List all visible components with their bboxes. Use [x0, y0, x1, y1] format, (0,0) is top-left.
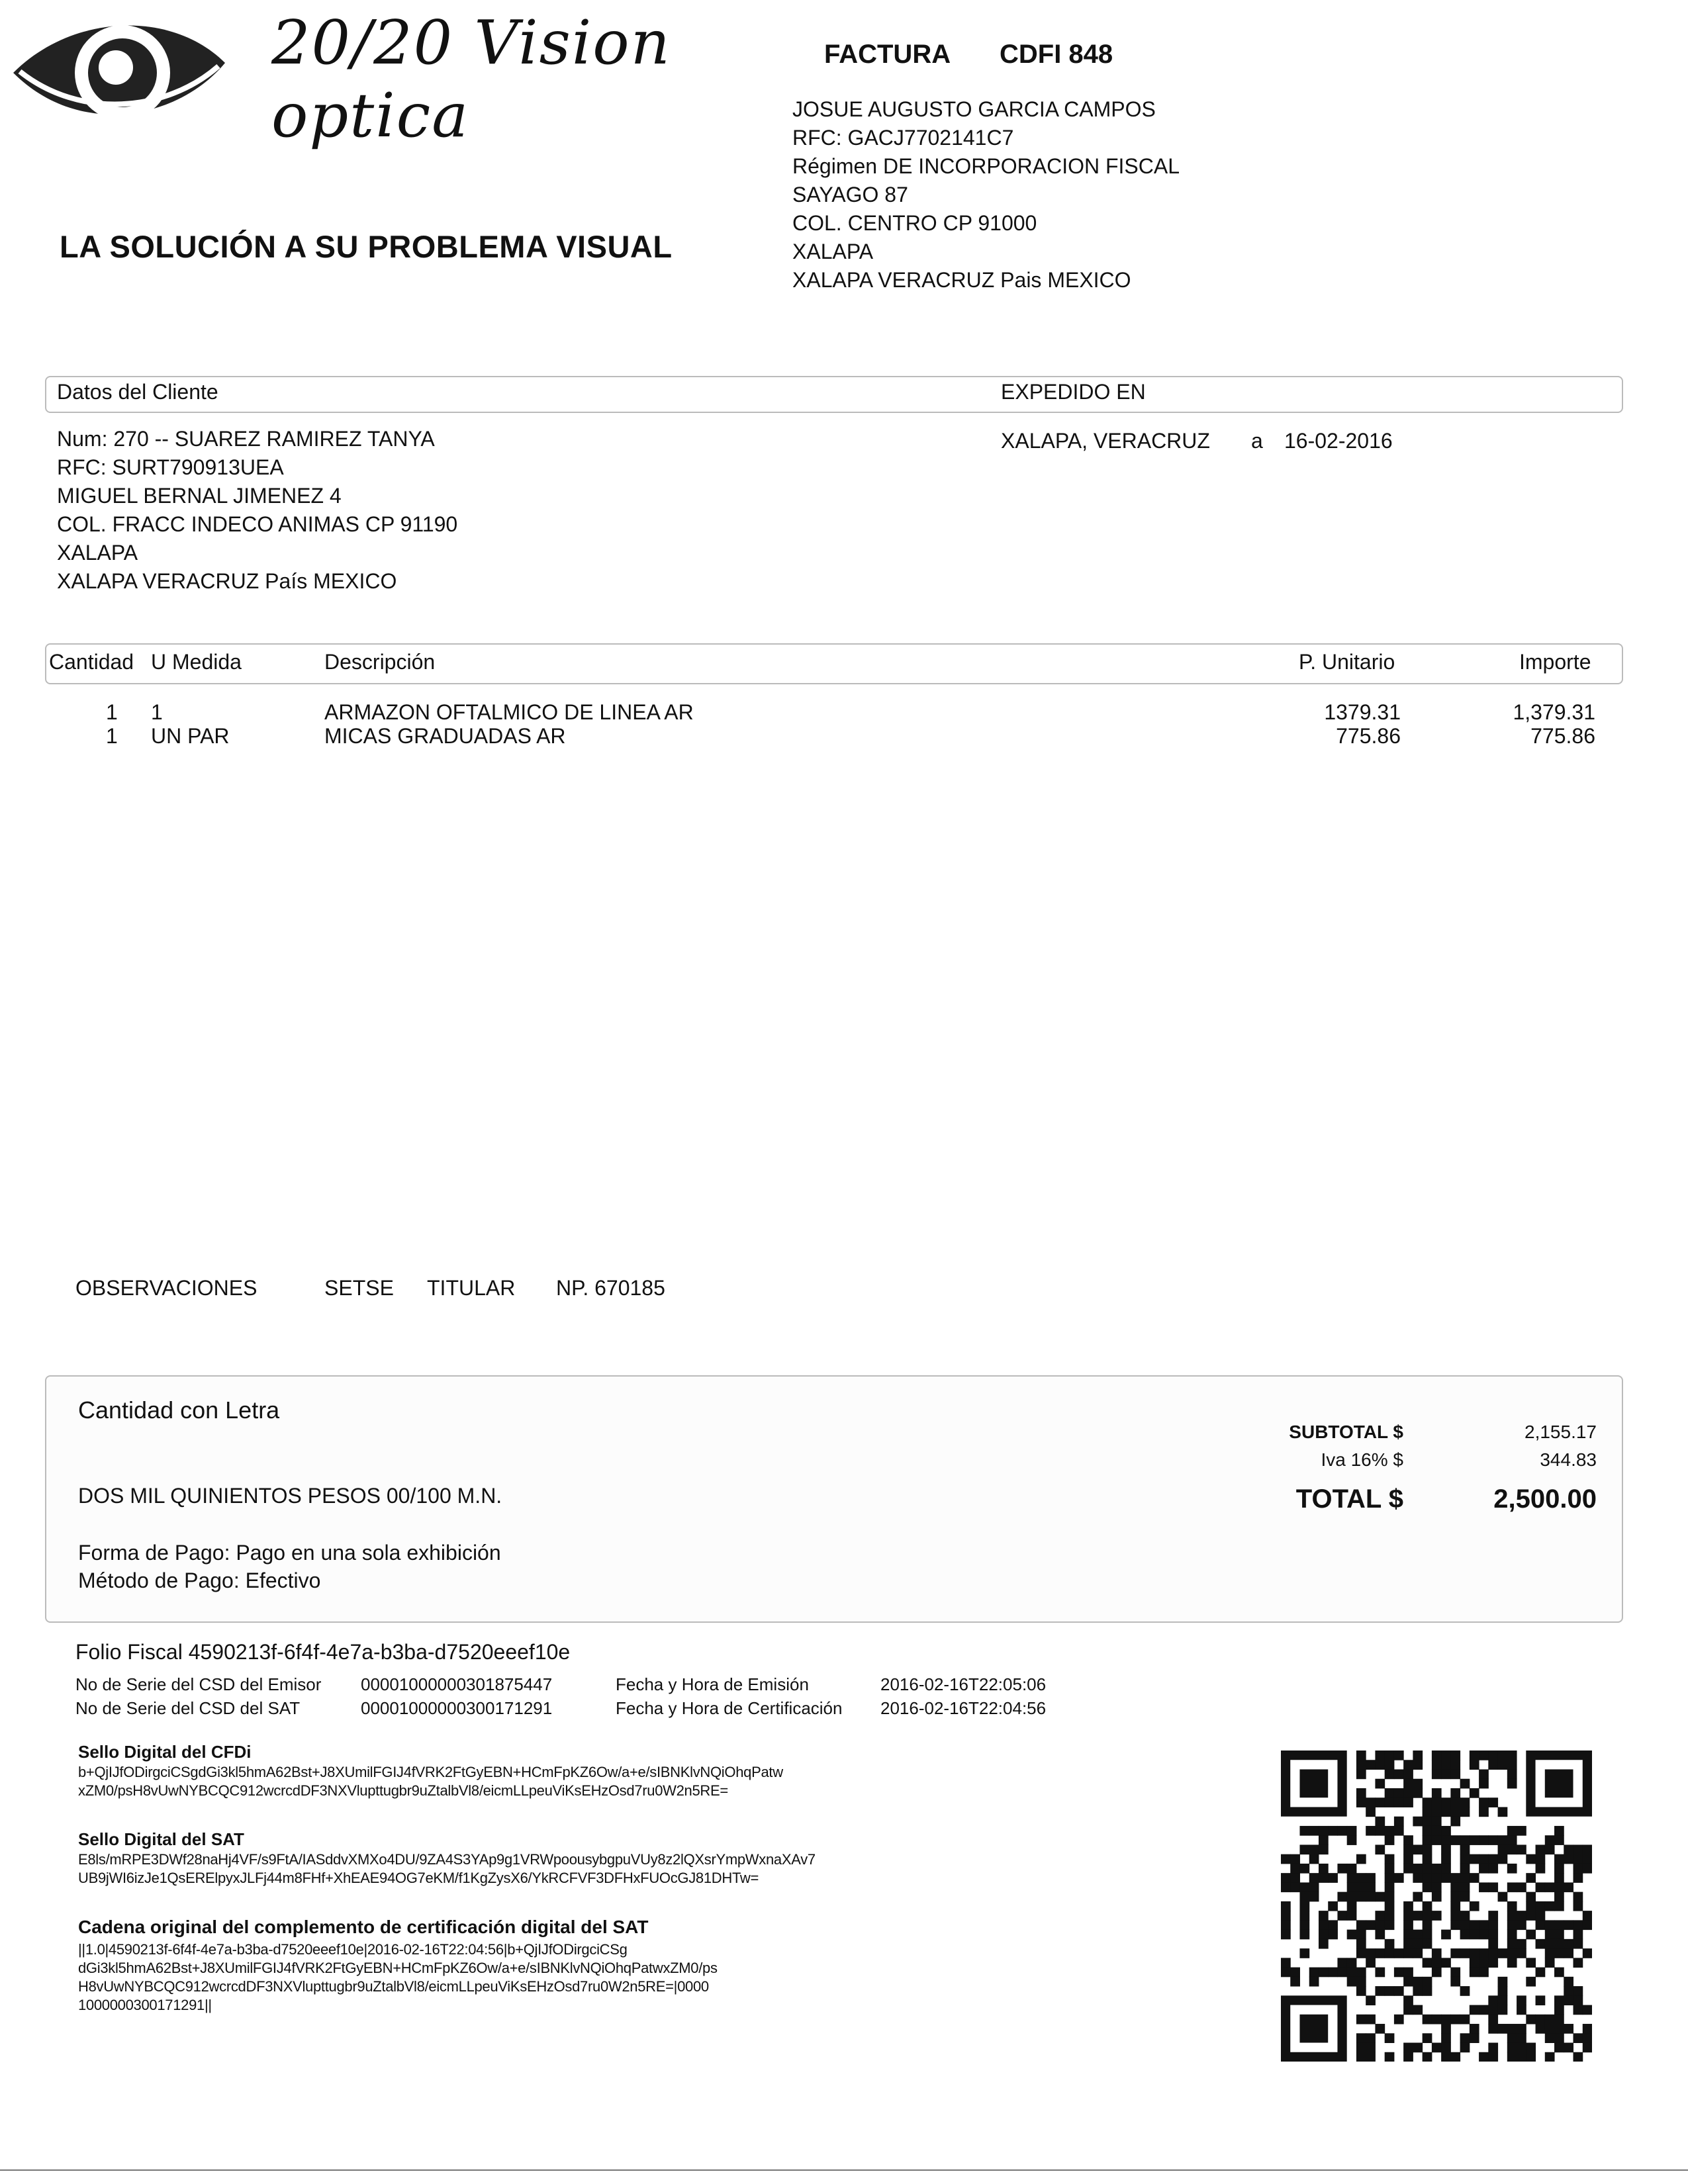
col-importe: Importe [1519, 650, 1591, 674]
row-unitario: 775.86 [1336, 724, 1401, 748]
col-descripcion: Descripción [324, 650, 436, 674]
cadena-line: ||1.0|4590213f-6f4f-4e7a-b3ba-d7520eeef10e|2016-02-16T22:04:56|b+QjIJfODirgciCSg [78, 1941, 628, 1958]
cadena-line: H8vUwNYBCQC912wcrcdDF3NXVlupttugbr9uZtalbVl8/eicmLLpeuViKsEHzOsd7ru0W2n5RE=|0000 [78, 1978, 709, 1995]
col-cantidad: Cantidad [49, 650, 134, 674]
issuer-line: JOSUE AUGUSTO GARCIA CAMPOS [792, 97, 1156, 121]
emision-label: Fecha y Hora de Emisión [616, 1674, 809, 1694]
sello-sat [78, 1850, 816, 1888]
total-label: TOTAL $ [1295, 1484, 1403, 1514]
client-line: Num: 270 -- SUAREZ RAMIREZ TANYA [57, 427, 435, 451]
sello-sat-line: E8ls/mRPE3DWf28naHj4VF/s9FtA/IASddvXMXo4DU/9ZA4S3YAp9g1VRWpoousybgpuVUy8z2lQXsrYmpWxnaXAv7 [78, 1851, 816, 1868]
folio-fiscal: Folio Fiscal 4590213f-6f4f-4e7a-b3ba-d7520eeef10e [75, 1640, 571, 1664]
iva-label: Iva 16% $ [1321, 1449, 1403, 1470]
expedido-place: XALAPA, VERACRUZ [1001, 429, 1210, 453]
subtotal-value: 2,155.17 [1524, 1422, 1597, 1442]
cantidad-letra-label: Cantidad con Letra [78, 1396, 280, 1424]
certificacion: 2016-02-16T22:04:56 [880, 1698, 1047, 1718]
row-unitario: 1379.31 [1324, 700, 1401, 724]
col-medida: U Medida [151, 650, 242, 674]
slogan: LA SOLUCIÓN A SU PROBLEMA VISUAL [60, 229, 673, 264]
client-line: MIGUEL BERNAL JIMENEZ 4 [57, 484, 342, 508]
expedido-date: 16-02-2016 [1284, 429, 1393, 453]
row-medida: 1 [151, 700, 163, 724]
emision: 2016-02-16T22:05:06 [880, 1674, 1047, 1694]
issuer-line: SAYAGO 87 [792, 183, 908, 206]
issuer-line: Régimen DE INCORPORACION FISCAL [792, 154, 1180, 178]
expedido-title: EXPEDIDO EN [1001, 380, 1146, 404]
qr-code-icon [1281, 1751, 1592, 2062]
client-line: XALAPA [57, 541, 138, 565]
brand-text: 20/20 Vision optica [271, 7, 671, 151]
row-cantidad: 1 [106, 700, 118, 724]
document-type: FACTURA [824, 40, 951, 69]
issuer-block [792, 95, 1180, 295]
csd-sat: 00001000000300171291 [361, 1698, 553, 1718]
certificacion-label: Fecha y Hora de Certificación [616, 1698, 843, 1718]
row-importe: 1,379.31 [1513, 700, 1595, 724]
issuer-line: XALAPA [792, 240, 874, 263]
row-descripcion: ARMAZON OFTALMICO DE LINEA AR [324, 700, 694, 724]
cantidad-letra: DOS MIL QUINIENTOS PESOS 00/100 M.N. [78, 1484, 502, 1508]
cadena-title: Cadena original del complemento de certificación digital del SAT [78, 1917, 649, 1937]
row-cantidad: 1 [106, 724, 118, 748]
sello-cfdi [78, 1763, 783, 1800]
sello-cfdi-line: b+QjIJfODirgciCSgdGi3kl5hmA62Bst+J8XUmilFGIJ4fVRK2FtGyEBN+HCmFpKZ6Ow/a+e/sIBNKlvNQiOhqPatw [78, 1764, 783, 1780]
client-line: COL. FRACC INDECO ANIMAS CP 91190 [57, 512, 458, 536]
csd-sat-label: No de Serie del CSD del SAT [75, 1698, 301, 1718]
observaciones-value: NP. 670185 [556, 1276, 665, 1300]
issuer-line: RFC: GACJ7702141C7 [792, 126, 1014, 150]
iva-value: 344.83 [1540, 1449, 1597, 1470]
csd-emisor-label: No de Serie del CSD del Emisor [75, 1674, 322, 1694]
expedido-a: a [1251, 429, 1263, 453]
observaciones-value: TITULAR [427, 1276, 516, 1300]
sello-sat-line: UB9jWI6izJe1QsERElpyxJLFj44m8FHf+XhEAE94OG7eKM/f1KgZysX6/YkRCFVF3DFHxFUOcGJ81DHTw= [78, 1870, 759, 1886]
invoice-folio: CDFI 848 [1000, 40, 1113, 69]
row-medida: UN PAR [151, 724, 230, 748]
table-row [0, 724, 1688, 751]
client-line: RFC: SURT790913UEA [57, 455, 284, 479]
company-logo [0, 0, 741, 225]
client-block [57, 425, 457, 596]
metodo-pago: Método de Pago: Efectivo [78, 1569, 321, 1592]
sello-cfdi-line: xZM0/psH8vUwNYBCQC912wcrcdDF3NXVlupttugbr9uZtalbVl8/eicmLLpeuViKsEHzOsd7ru0W2n5RE= [78, 1782, 728, 1799]
client-section-title: Datos del Cliente [57, 380, 218, 404]
cadena-line: 1000000300171291|| [78, 1997, 212, 2013]
cadena-original [78, 1940, 718, 2015]
issuer-line: XALAPA VERACRUZ Pais MEXICO [792, 268, 1131, 292]
client-header-bar [45, 376, 1623, 413]
forma-pago: Forma de Pago: Pago en una sola exhibición [78, 1541, 501, 1565]
row-descripcion: MICAS GRADUADAS AR [324, 724, 566, 748]
observaciones-value: SETSE [324, 1276, 394, 1300]
subtotal-label: SUBTOTAL $ [1289, 1422, 1403, 1442]
row-importe: 775.86 [1530, 724, 1595, 748]
issuer-line: COL. CENTRO CP 91000 [792, 211, 1037, 235]
col-unitario: P. Unitario [1299, 650, 1395, 674]
sello-cfdi-title: Sello Digital del CFDi [78, 1742, 252, 1762]
observaciones-label: OBSERVACIONES [75, 1276, 258, 1300]
bottom-divider [0, 2169, 1688, 2171]
client-line: XALAPA VERACRUZ País MEXICO [57, 569, 397, 593]
qr-code [1281, 1751, 1592, 2062]
csd-emisor: 00001000000301875447 [361, 1674, 553, 1694]
table-row [0, 700, 1688, 727]
cadena-line: dGi3kl5hmA62Bst+J8XUmilFGIJ4fVRK2FtGyEBN+HCmFpKZ6Ow/a+e/sIBNKlvNQiOhqPatwxZM0/ps [78, 1960, 718, 1976]
sello-sat-title: Sello Digital del SAT [78, 1829, 244, 1849]
total-value: 2,500.00 [1493, 1484, 1597, 1514]
